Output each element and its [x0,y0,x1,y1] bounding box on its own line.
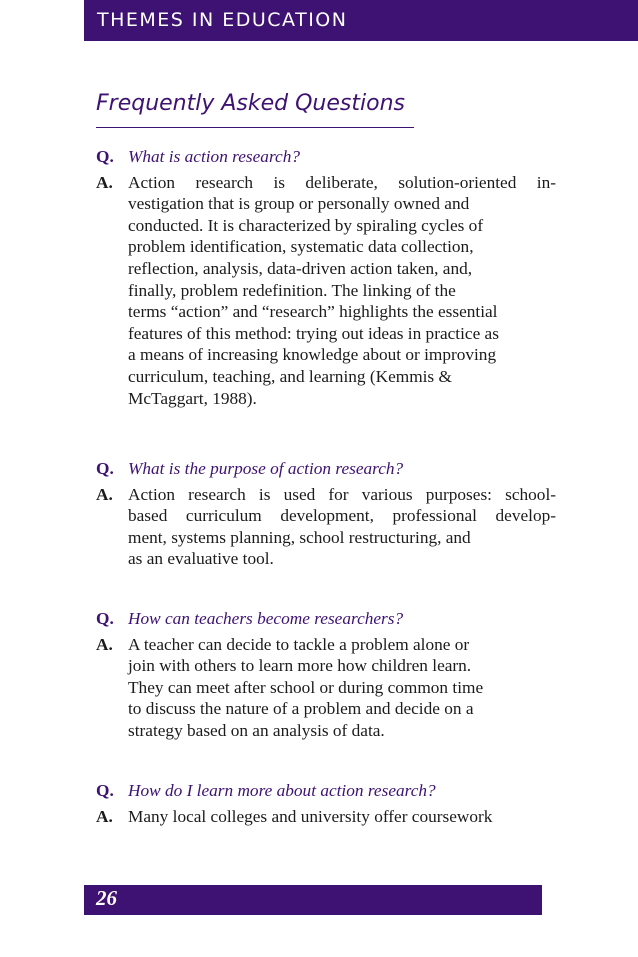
answer-line: McTaggart, 1988). [128,388,257,408]
answer-marker: A. [96,484,113,504]
answer-row [96,806,556,828]
answer-line: to discuss the nature of a problem and decide on a [128,699,474,719]
answer-line: They can meet after school or during common time [128,677,484,697]
answer-line: features of this method: trying out ideas in practice as [128,323,499,343]
question-marker: Q. [96,609,114,628]
running-header-title: THEMES IN EDUCATION [97,9,348,31]
question-marker: Q. [96,459,114,478]
answer-marker: A. [96,634,113,654]
heading-underline [96,127,414,128]
answer-row [96,634,556,742]
faq-item [96,458,556,570]
answer-line: vestigation that is group or personally owned and [128,194,470,214]
question-text: How do I learn more about action research? [128,781,436,800]
section-heading: Frequently Asked Questions [96,91,405,116]
answer-line: Many local colleges and university offer coursework [128,806,493,826]
faq-item [96,146,556,409]
question-row [96,146,556,168]
footer-bar [84,885,542,915]
answer-line: as an evaluative tool. [128,549,274,569]
question-text: How can teachers become researchers? [128,609,404,628]
answer-line: conducted. It is characterized by spiraling cycles of [128,215,484,235]
answer-line: Action research is used for various purposes: school- [128,484,556,504]
answer-line: reflection, analysis, data-driven action taken, and, [128,258,473,278]
answer-line: Action research is deliberate, solution-oriented in- [128,172,556,192]
answer-line: based curriculum development, professional develop- [128,506,556,526]
question-marker: Q. [96,781,114,800]
faq-item [96,780,556,827]
question-row [96,458,556,480]
answer-line: ment, systems planning, school restructuring, and [128,527,471,547]
answer-line: A teacher can decide to tackle a problem alone or [128,634,470,654]
answer-line: strategy based on an analysis of data. [128,720,385,740]
question-row [96,608,556,630]
question-text: What is action research? [128,147,300,166]
question-marker: Q. [96,147,114,166]
answer-marker: A. [96,806,113,826]
answer-line: finally, problem redefinition. The linking of the [128,280,456,300]
answer-row [96,484,556,570]
answer-marker: A. [96,172,113,192]
question-row [96,780,556,802]
answer-line: join with others to learn more how children learn. [128,656,472,676]
answer-line: terms “action” and “research” highlights the essential [128,302,498,322]
question-text: What is the purpose of action research? [128,459,404,478]
faq-item [96,608,556,742]
page-number: 26 [96,886,117,910]
answer-line: curriculum, teaching, and learning (Kemmis & [128,366,452,386]
answer-line: a means of increasing knowledge about or improving [128,345,497,365]
answer-row [96,172,556,410]
answer-line: problem identification, systematic data collection, [128,237,474,257]
